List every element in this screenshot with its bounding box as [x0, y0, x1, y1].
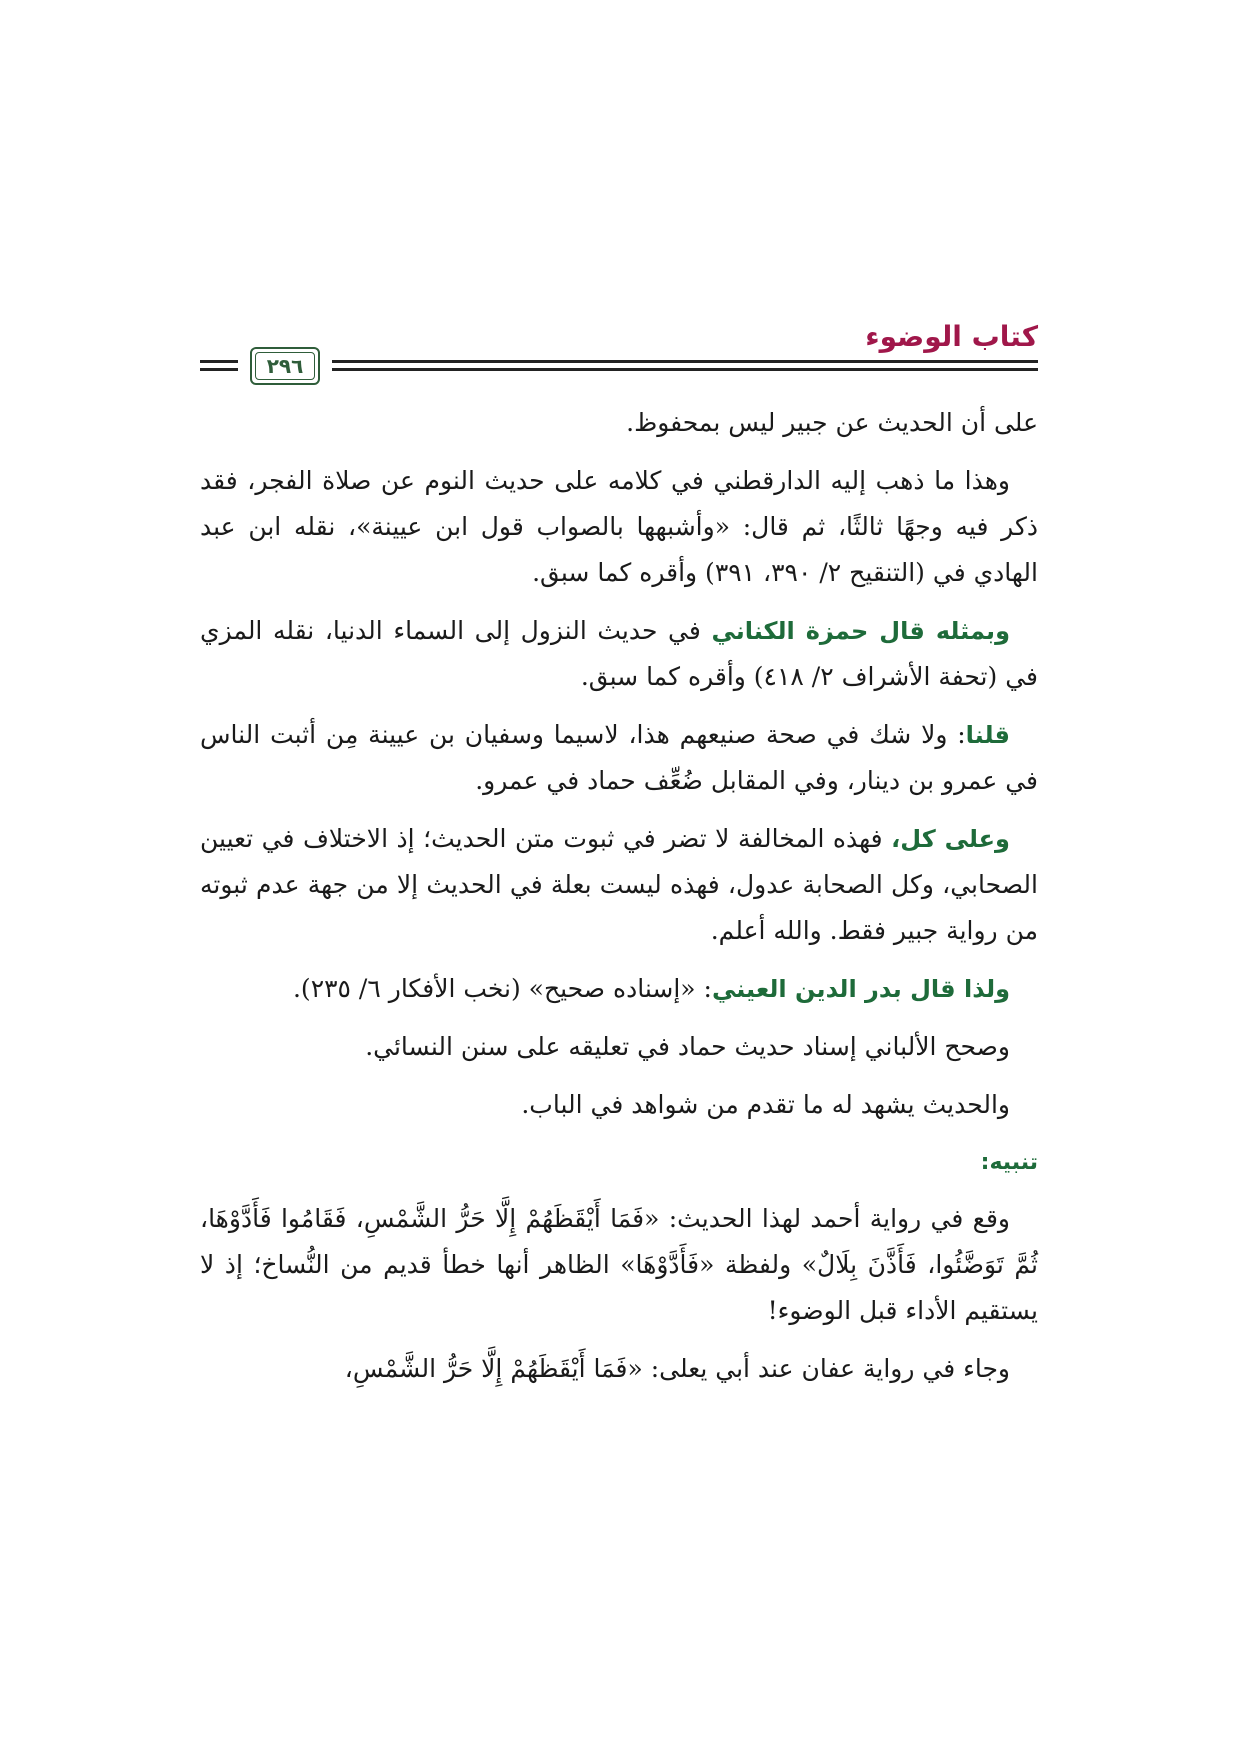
paragraph-9: وقع في رواية أحمد لهذا الحديث: «فَمَا أَيْقَظَهُمْ إِلَّا حَرُّ الشَّمْسِ، فَقَامُوا فَأَدَّوْهَا، ثُمَّ تَوَضَّئُوا، فَأَذَّنَ بِلَالٌ» ولفظة «فَأَدَّوْهَا» الظاهر أنها خطأ قديم من النُّساخ؛ إذ لا يستقيم الأداء قبل الوضوء! — [200, 1204, 1038, 1325]
page-body — [200, 400, 1038, 1404]
paragraph-5-text: فهذه المخالفة لا تضر في ثبوت متن الحديث؛ إذ الاختلاف في تعيين الصحابي، وكل الصحابة عدول، فهذه ليست بعلة في الحديث إلا من جهة عدم ثبوته من رواية جبير فقط. والله أعلم. — [200, 824, 1038, 945]
paragraph-6-text: : «إسناده صحيح» (نخب الأفكار ٦/ ٢٣٥). — [292, 974, 712, 1003]
lead-text: وعلى كل، — [891, 825, 1010, 853]
book-title: كتاب الوضوء — [865, 320, 1038, 353]
note-heading: تنبيه: — [980, 1150, 1038, 1175]
paragraph-3-text: في حديث النزول إلى السماء الدنيا، نقله المزي في (تحفة الأشراف ٢/ ٤١٨) وأقره كما سبق. — [200, 616, 1038, 691]
lead-text: وبمثله قال حمزة الكناني — [711, 617, 1010, 645]
paragraph-10: وجاء في رواية عفان عند أبي يعلى: «فَمَا أَيْقَظَهُمْ إِلَّا حَرُّ الشَّمْسِ، — [344, 1354, 1010, 1383]
page-number-badge — [250, 347, 320, 385]
rule-gap-right — [320, 356, 332, 376]
lead-text: قلنا — [965, 721, 1010, 749]
paragraph-8: والحديث يشهد له ما تقدم من شواهد في الباب. — [521, 1090, 1010, 1119]
page-number: ٢٩٦ — [266, 354, 304, 378]
paragraph-3 — [200, 608, 1038, 700]
paragraph-1: على أن الحديث عن جبير ليس بمحفوظ. — [626, 408, 1038, 437]
paragraph-5 — [200, 816, 1038, 954]
paragraph-2: وهذا ما ذهب إليه الدارقطني في كلامه على حديث النوم عن صلاة الفجر، فقد ذكر فيه وجهًا ثالثًا، ثم قال: «وأشبهها بالصواب قول ابن عيينة»، نقله ابن عبد الهادي في (التنقيح ٢/ ٣٩٠، ٣٩١) وأقره كما سبق. — [200, 466, 1038, 587]
paragraph-4 — [200, 712, 1038, 804]
page-header — [200, 316, 1038, 386]
rule-gap-left — [238, 356, 250, 376]
lead-text: ولذا قال بدر الدين العيني — [711, 975, 1010, 1003]
paragraph-4-text: : ولا شك في صحة صنيعهم هذا، لاسيما وسفيان بن عيينة مِن أثبت الناس في عمرو بن دينار، وفي المقابل ضُعِّف حماد في عمرو. — [200, 720, 1038, 795]
paragraph-6 — [200, 966, 1038, 1012]
paragraph-7: وصحح الألباني إسناد حديث حماد في تعليقه على سنن النسائي. — [365, 1032, 1010, 1061]
